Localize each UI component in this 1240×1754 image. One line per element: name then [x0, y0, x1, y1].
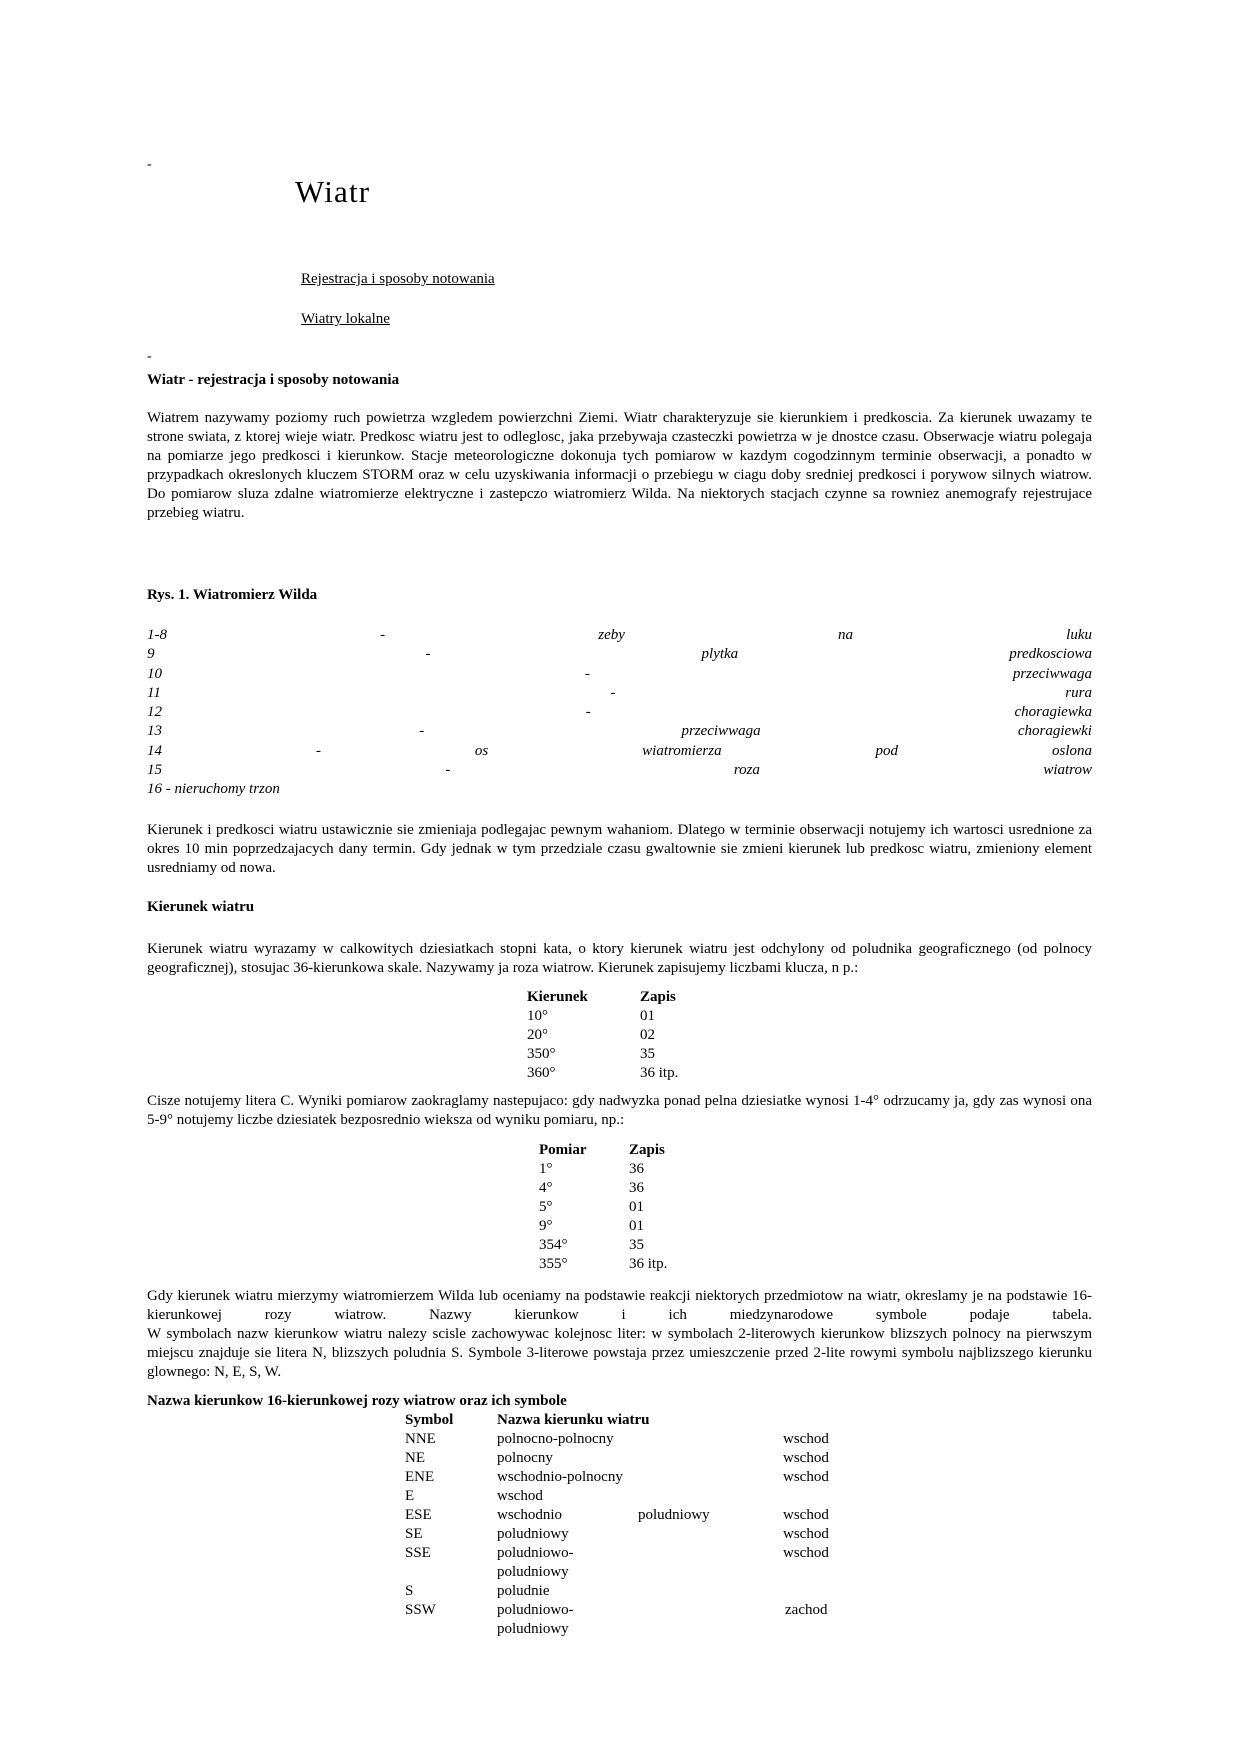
table-cell: 02: [640, 1027, 655, 1043]
legend-cell: choragiewka: [1014, 704, 1092, 721]
table-cell: 354°: [539, 1237, 568, 1253]
legend-cell: 10: [147, 665, 162, 682]
calm-paragraph: Cisze notujemy litera C. Wyniki pomiarow zaokraglamy nastepujaco: gdy nadwyzka ponad pelna dziesiatke wynosi 1-4° odrzucamy ja, gdy zas wynosi ona 5-9° notujemy liczbe dziesiatek bezposrednio wieksza od wyniku pomiaru, np.:: [147, 1093, 1092, 1128]
page-title: Wiatr: [295, 174, 371, 209]
table-header-cell: Symbol: [405, 1412, 454, 1428]
calm-paragraph-block: [147, 1092, 1092, 1130]
table-cell: polnocno-polnocny: [497, 1431, 614, 1447]
table-row: [405, 1544, 829, 1582]
table-header-cell: Zapis: [640, 989, 676, 1005]
table-cell: wschod: [783, 1545, 829, 1561]
table-cell: [638, 1525, 783, 1544]
table-cell: wschod: [783, 1450, 829, 1466]
table-cell: 4°: [539, 1180, 553, 1196]
table-cell: wschodnio: [497, 1507, 562, 1523]
table-header-cell: Pomiar: [539, 1142, 587, 1158]
legend-row: [147, 665, 1092, 684]
legend-cell: predkosciowa: [1009, 646, 1092, 663]
table-cell: poludniowo-poludniowy: [497, 1545, 574, 1580]
legend-row: [147, 722, 1092, 741]
wind-rose-16-table: [405, 1411, 829, 1639]
table-cell: [638, 1582, 783, 1601]
legend-row: [147, 761, 1092, 780]
table-cell: 36: [629, 1180, 644, 1196]
link-rejestracja[interactable]: Rejestracja i sposoby notowania: [301, 271, 495, 287]
table-cell: zachod: [785, 1602, 828, 1618]
table-cell: 36 itp.: [640, 1065, 679, 1081]
legend-cell: -: [315, 742, 321, 759]
symbols-paragraph: W symbolach nazw kierunkow wiatru nalezy scisle zachowywac kolejnosc liter: w symbolach 2-literowych kierunkow blizszych polnocy na pierwszym miejscu znajduje sie litera N, blizszych poludnia S. Symbole 3-literowe powstaja przez umieszczenie przed 2-lite rowymi symbolu najblizszego kierunku glownego: N, E, S, W.: [147, 1326, 1092, 1380]
table-row: [539, 1236, 667, 1255]
table-cell: [638, 1544, 783, 1582]
table-cell: ESE: [405, 1507, 432, 1523]
figure-caption-block: [147, 587, 1092, 604]
direction-code-table: [527, 988, 678, 1083]
table-header-row: [405, 1411, 829, 1430]
legend-cell: 14: [147, 742, 162, 759]
table-cell: [783, 1487, 829, 1506]
legend-row: [147, 780, 1092, 799]
table-row: [405, 1449, 829, 1468]
table-header-cell: Nazwa kierunku wiatru: [497, 1412, 650, 1428]
table-row: [539, 1179, 667, 1198]
figure-legend: [147, 626, 1092, 800]
legend-cell: -: [419, 723, 425, 740]
table-cell: 360°: [527, 1065, 556, 1081]
table-row: [539, 1198, 667, 1217]
legend-cell: rura: [1065, 684, 1092, 701]
legend-cell: 16 - nieruchomy trzon: [147, 781, 280, 798]
direction-heading: Kierunek wiatru: [147, 899, 255, 915]
direction-paragraph: Kierunek wiatru wyrazamy w calkowitych dziesiatkach stopni kata, o ktory kierunek wiatru jest odchylony od poludnika geograficznego (od polnocy geograficznej), stosujac 36-kierunkowa skale. Nazywamy ja roza wiatrow. Kierunek zapisujemy liczbami klucza, n p.:: [147, 941, 1092, 976]
table-row: [539, 1160, 667, 1179]
legend-cell: roza: [733, 762, 760, 779]
table-row: [539, 1217, 667, 1236]
table-cell: ENE: [405, 1469, 435, 1485]
direction-heading-block: [147, 899, 1092, 916]
table-header-cell: Zapis: [629, 1142, 665, 1158]
table-header-cell: Kierunek: [527, 989, 588, 1005]
table-row: [405, 1487, 829, 1506]
legend-cell: wiatromierza: [642, 742, 722, 759]
table-header-cell: [783, 1411, 829, 1430]
table-cell: 01: [640, 1008, 655, 1024]
table-header-row: [527, 988, 678, 1007]
table-row: [539, 1255, 667, 1274]
legend-row: [147, 645, 1092, 664]
stray-dash-mid: -: [147, 349, 152, 364]
legend-cell: na: [838, 627, 854, 643]
para2-block: [147, 821, 1092, 878]
table-cell: [783, 1582, 829, 1601]
wild-paragraph: Gdy kierunek wiatru mierzymy wiatromierzem Wilda lub oceniamy na podstawie reakcji niektorych przedmiotow na wiatr, okreslamy je na podstawie 16-kierunkowej rozy wiatrow. Nazwy kierunkow i ich miedzynarodowe symbole podaje tabela.: [147, 1288, 1092, 1323]
table-cell: poludniowy: [497, 1526, 569, 1542]
table-cell: [638, 1487, 783, 1506]
table-cell: 35: [640, 1046, 655, 1062]
legend-cell: oslona: [1051, 742, 1092, 759]
table-cell: wschod: [497, 1488, 543, 1504]
table-cell: 01: [629, 1218, 644, 1234]
legend-cell: choragiewki: [1017, 723, 1092, 740]
legend-cell: zeby: [598, 627, 625, 643]
table-cell: wschod: [783, 1507, 829, 1523]
table3-caption: Nazwa kierunkow 16-kierunkowej rozy wiatrow oraz ich symbole: [147, 1393, 567, 1409]
legend-cell: 9: [147, 646, 155, 663]
table-cell: wschod: [783, 1431, 829, 1447]
table-cell: wschodnio-polnocny: [497, 1469, 623, 1485]
table-cell: 01: [629, 1199, 644, 1215]
table-row: [405, 1601, 829, 1639]
legend-cell: -: [585, 704, 591, 721]
legend-cell: 1-8: [147, 627, 167, 643]
section-header-block: [147, 372, 1092, 389]
table-cell: 36 itp.: [629, 1256, 668, 1272]
legend-cell: os: [474, 742, 489, 759]
table3-caption-block: [147, 1393, 1092, 1410]
legend-cell: luku: [1066, 627, 1092, 643]
intro-paragraph: Wiatrem nazywamy poziomy ruch powietrza wzgledem powierzchni Ziemi. Wiatr charakteryzuje sie kierunkiem i predkoscia. Za kierunek uwazamy te strone swiata, z ktorej wieje wiatr. Predkosc wiatru jest to odleglosc, jaka przebywaja czasteczki powietrza w je dnostce czasu. Obserwacje wiatru polegaja na pomiarze jego predkosci i kierunkow. Stacje meteorologiczne dokonuja tych pomiarow w kazdym cogodzinnym terminie obserwacji, a ponadto w przypadkach okreslonych kluczem STORM oraz w celu uzyskiwania informacji o przebiegu w ciagu doby sredniej predkosci i porywow silnych wiatrow. Do pomiarow sluza zdalne wiatromierze elektryczne i zastepczo wiatromierz Wilda. Na niektorych stacjach czynne sa rowniez anemografy rejestrujace przebieg wiatru.: [147, 410, 1092, 521]
legend-cell: 11: [147, 684, 161, 701]
table-cell: SSE: [405, 1545, 431, 1561]
table-row: [527, 1026, 678, 1045]
table-cell: poludniowo-poludniowy: [497, 1602, 574, 1637]
table-cell: 20°: [527, 1027, 548, 1043]
table-cell: NNE: [405, 1431, 436, 1447]
legend-cell: 12: [147, 704, 162, 721]
table-row: [405, 1582, 829, 1601]
table-cell: E: [405, 1488, 415, 1504]
table-cell: S: [405, 1583, 414, 1599]
legend-cell: -: [445, 762, 451, 779]
table-row: [405, 1468, 829, 1487]
legend-cell: plytka: [701, 646, 739, 663]
legend-cell: -: [380, 627, 386, 643]
table-cell: 10°: [527, 1008, 548, 1024]
legend-row: [147, 742, 1092, 761]
figure-caption: Rys. 1. Wiatromierz Wilda: [147, 587, 318, 603]
direction-paragraph-block: [147, 940, 1092, 978]
legend-cell: -: [425, 646, 431, 663]
legend-cell: przeciwwaga: [1012, 665, 1092, 682]
table-cell: SE: [405, 1526, 423, 1542]
legend-row: [147, 703, 1092, 722]
table-row: [527, 1064, 678, 1083]
legend-cell: -: [610, 684, 616, 701]
legend-cell: wiatrow: [1043, 762, 1092, 779]
section-heading: Wiatr - rejestracja i sposoby notowania: [147, 372, 400, 388]
table-row: [527, 1007, 678, 1026]
table-cell: [638, 1430, 783, 1449]
table-cell: 5°: [539, 1199, 553, 1215]
table-cell: 36: [629, 1161, 644, 1177]
intro-paragraph-block: [147, 409, 1092, 523]
stray-dash-top: -: [147, 157, 152, 172]
table-row: [405, 1525, 829, 1544]
legend-cell: 15: [147, 762, 162, 779]
legend-row: [147, 684, 1092, 703]
table-cell: 9°: [539, 1218, 553, 1234]
table-cell: poludniowy: [638, 1507, 710, 1523]
table-cell: 355°: [539, 1256, 568, 1272]
wild-paragraph-block: [147, 1287, 1092, 1382]
table-cell: 350°: [527, 1046, 556, 1062]
table-cell: [638, 1449, 783, 1468]
legend-cell: -: [584, 665, 590, 682]
link-wiatry-lokalne[interactable]: Wiatry lokalne: [301, 311, 390, 327]
table-cell: wschod: [783, 1469, 829, 1485]
table-cell: wschod: [783, 1526, 829, 1542]
table-cell: 1°: [539, 1161, 553, 1177]
legend-cell: pod: [875, 742, 899, 759]
table-row: [405, 1430, 829, 1449]
table-cell: poludnie: [497, 1583, 550, 1599]
table-row: [405, 1506, 829, 1525]
averaging-paragraph: Kierunek i predkosci wiatru ustawicznie sie zmieniaja podlegajac pewnym wahaniom. Dlatego w terminie obserwacji notujemy ich wartosci usrednione za okres 10 min poprzedzajacych dany termin. Gdy jednak w tym przedziale czasu gwaltownie sie zmieni kierunek lub predkosc wiatru, zmieniony element usredniamy od nowa.: [147, 822, 1092, 876]
legend-cell: 13: [147, 723, 162, 740]
table-cell: 35: [629, 1237, 644, 1253]
rounding-table: [539, 1141, 667, 1274]
table-cell: polnocny: [497, 1450, 553, 1466]
table-cell: [638, 1601, 783, 1639]
legend-row: [147, 626, 1092, 645]
table-row: [527, 1045, 678, 1064]
table-header-row: [539, 1141, 667, 1160]
table-cell: SSW: [405, 1602, 436, 1618]
legend-cell: przeciwwaga: [681, 723, 761, 740]
table-cell: [638, 1468, 783, 1487]
table-cell: NE: [405, 1450, 425, 1466]
